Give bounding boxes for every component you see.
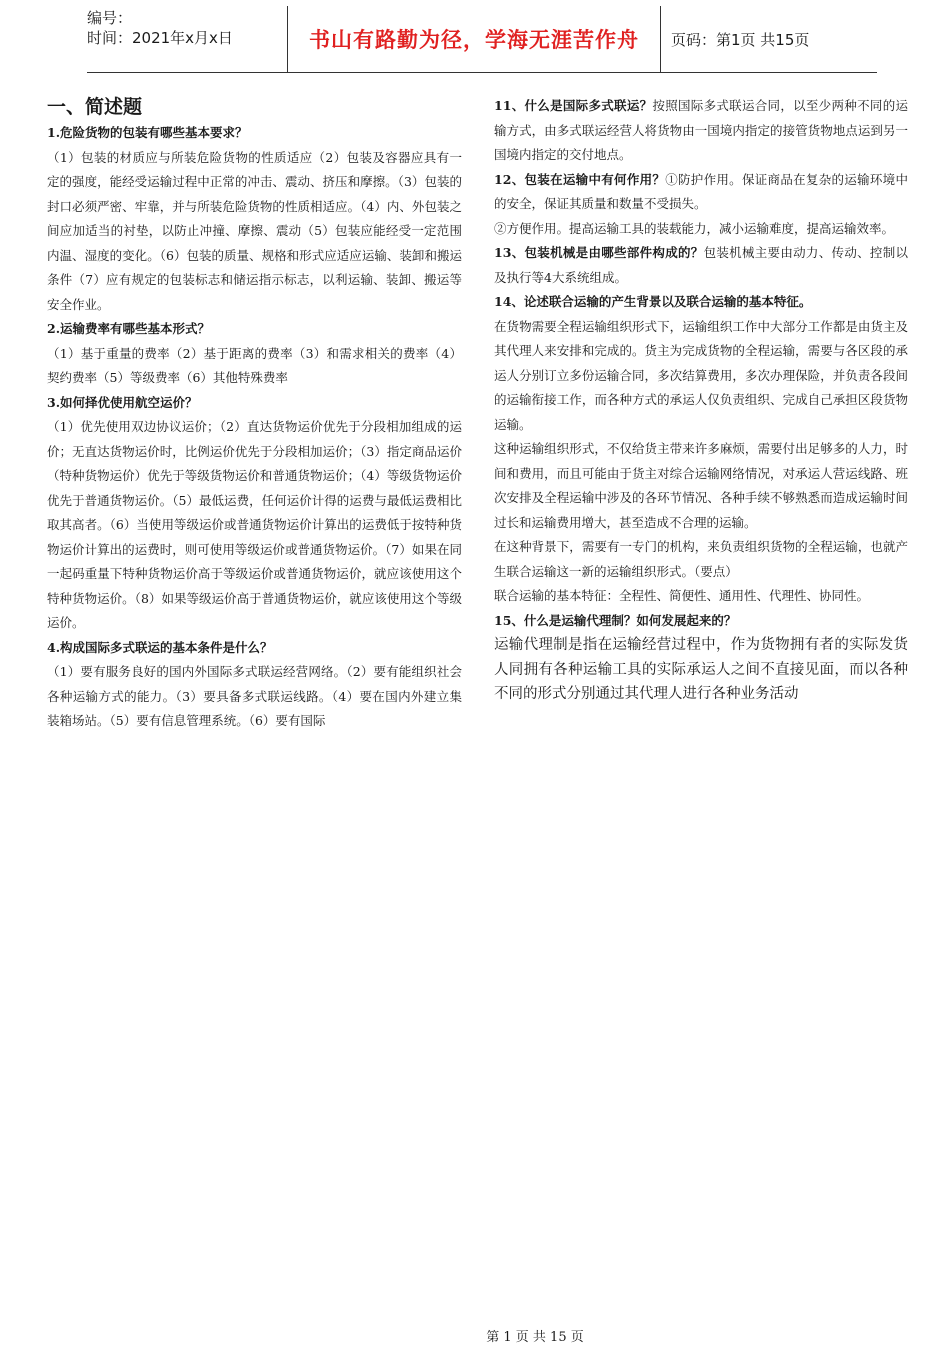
right-column bbox=[494, 94, 908, 707]
answer-text: ①防护作用。保证商品在复杂的运输环境中的安全，保证其质量和数量不受损失。 bbox=[494, 171, 908, 211]
question-paragraph bbox=[494, 241, 908, 290]
question-paragraph bbox=[494, 94, 908, 168]
question-lead: 13、包装机械是由哪些部件构成的？ bbox=[494, 245, 704, 260]
answer-paragraph: 联合运输的基本特征：全程性、简便性、通用性、代理性、协同性。 bbox=[494, 588, 870, 603]
answer-paragraph: 在这种背景下，需要有一专门的机构，来负责组织货物的全程运输，也就产生联合运输这一新的运输组织形式。（要点） bbox=[494, 539, 908, 579]
header-motto: 书山有路勤为径，学海无涯苦作舟 bbox=[309, 28, 639, 52]
question-heading: 14、论述联合运输的产生背景以及联合运输的基本特征。 bbox=[494, 294, 812, 309]
question-heading: 3.如何择优使用航空运价？ bbox=[47, 394, 198, 410]
left-column bbox=[47, 94, 462, 734]
answer-paragraph: （1）要有服务良好的国内外国际多式联运经营网络。（2）要有能组织社会各种运输方式的能力。（3）要具备多式联运线路。（4）要在国内外建立集装箱场站。（5）要有信息管理系统。（6）要有国际 bbox=[47, 664, 462, 728]
page-footer: 第 1 页 共 15 页 bbox=[486, 1330, 584, 1345]
question-lead: 12、包装在运输中有何作用？ bbox=[494, 171, 666, 187]
answer-text: 按照国际多式联运合同，以至少两种不同的运输方式，由多式联运经营人将货物由一国境内指定的接管货物地点运到另一国境内指定的交付地点。 bbox=[494, 98, 908, 162]
question-heading: 2.运输费率有哪些基本形式？ bbox=[47, 321, 211, 336]
question-heading: 1.危险货物的包装有哪些基本要求？ bbox=[47, 125, 248, 140]
document-number-label: 编号： bbox=[87, 9, 133, 27]
answer-paragraph: （1）基于重量的费率（2）基于距离的费率（3）和需求相关的费率（4）契约费率（5）等级费率（6）其他特殊费率 bbox=[47, 345, 462, 385]
header-motto-cell bbox=[288, 6, 661, 72]
answer-paragraph: 在货物需要全程运输组织形式下，运输组织工作中大部分工作都是由货主及其代理人来安排和完成的。货主为完成货物的全程运输，需要与各区段的承运人分别订立多份运输合同，多次结算费用，多次办理保险，并负责各段间的运输衔接工作，而各种方式的承运人仅负责组织、完成自己承担区段货物运输。 bbox=[494, 318, 908, 432]
header-page-number: 页码：第1页 共15页 bbox=[671, 30, 810, 49]
document-time-label: 时间：2021年x月x日 bbox=[87, 29, 233, 47]
answer-paragraph: （1）包装的材质应与所装危险货物的性质适应（2）包装及容器应具有一定的强度，能经受运输过程中正常的冲击、震动、挤压和摩擦。（3）包装的封口必须严密、牢靠，并与所装危险货物的性质相适应。（4）内、外包装之间应加适当的衬垫，以防止冲撞、摩擦、震动（5）包装应能经受一定范围内温、湿度的变化。（6）包装的质量、规格和形式应适应运输、装卸和搬运条件（7）应有规定的包装标志和储运指示标志，以利运输、装卸、搬运等安全作业。 bbox=[47, 149, 462, 312]
question-paragraph bbox=[494, 168, 908, 217]
answer-paragraph: （1）优先使用双边协议运价；（2）直达货物运价优先于分段相加组成的运价；无直达货物运价时，比例运价优先于分段相加运价；（3）指定商品运价（特种货物运价）优先于等级货物运价和普通货物运价；（4）等级货物运价优先于普通货物运价。（5）最低运费，任何运价计得的运费与最低运费相比取其高者。（6）当使用等级运价或普通货物运价计算出的运费低于按特种货物运价计算出的运费时，则可使用等级运价或普通货物运价。（7）如果在同一起码重量下特种货物运价高于等级运价或普通货物运价，就应该使用这个特种货物运价。（8）如果等级运价高于普通货物运价，就应该使用这个等级运价。 bbox=[47, 419, 462, 630]
answer-text: 包装机械主要由动力、传动、控制以及执行等4大系统组成。 bbox=[494, 245, 908, 285]
question-heading: 4.构成国际多式联运的基本条件是什么？ bbox=[47, 639, 273, 655]
page-header bbox=[87, 6, 877, 73]
question-lead: 11、什么是国际多式联运？ bbox=[494, 98, 653, 113]
section-title: 一、简述题 bbox=[47, 96, 143, 118]
answer-paragraph: 运输代理制是指在运输经营过程中，作为货物拥有者的实际发货人同拥有各种运输工具的实际承运人之间不直接见面，而以各种不同的形式分别通过其代理人进行各种业务活动 bbox=[494, 637, 908, 702]
header-page-cell bbox=[661, 6, 877, 72]
question-heading: 15、什么是运输代理制？如何发展起来的？ bbox=[494, 612, 737, 628]
answer-paragraph: 这种运输组织形式，不仅给货主带来许多麻烦，需要付出足够多的人力，时间和费用，而且可能由于货主对综合运输网络情况，对承运人营运线路、班次安排及全程运输中涉及的各环节情况、各种手续不够熟悉而造成运输时间过长和运输费用增大，甚至造成不合理的运输。 bbox=[494, 441, 908, 530]
answer-paragraph: ②方便作用。提高运输工具的装载能力，减小运输难度，提高运输效率。 bbox=[494, 220, 895, 236]
header-meta bbox=[87, 6, 288, 72]
